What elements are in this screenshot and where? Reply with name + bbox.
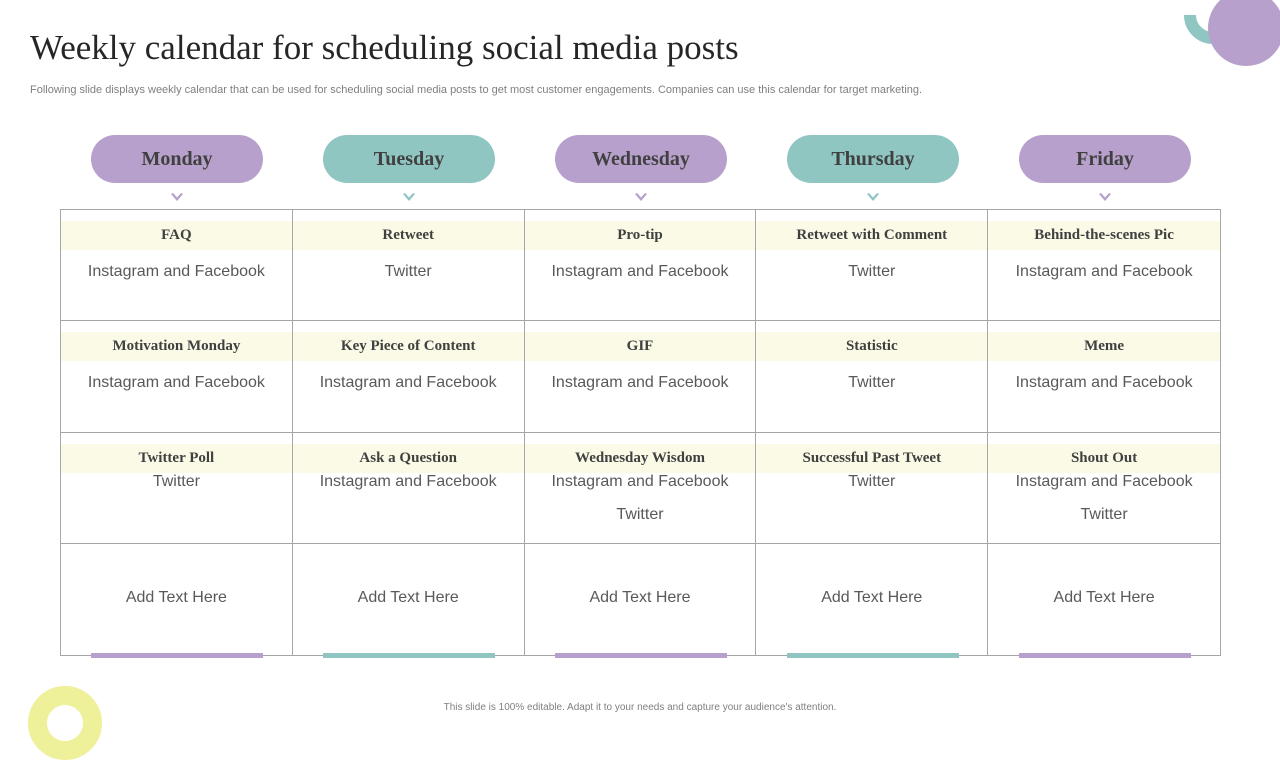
accent-bar xyxy=(787,653,959,658)
day-header-wednesday: Wednesday xyxy=(555,135,727,183)
platform-text: Instagram and Facebook xyxy=(551,374,729,392)
calendar-cell xyxy=(61,544,293,655)
calendar-cell xyxy=(988,544,1220,655)
calendar-cell xyxy=(61,433,293,544)
placeholder-text[interactable]: Add Text Here xyxy=(125,588,227,606)
post-type-label: Wednesday Wisdom xyxy=(525,444,756,473)
platform-text: Instagram and Facebook xyxy=(551,472,729,490)
calendar-cell xyxy=(988,433,1220,544)
page-title: Weekly calendar for scheduling social media posts xyxy=(30,28,739,67)
decorative-purple-circle xyxy=(1208,0,1280,66)
post-type-label: Pro-tip xyxy=(525,221,756,250)
page-subtitle: Following slide displays weekly calendar that can be used for scheduling social media posts to get most customer engagements. Companies can use this calendar for target marketing. xyxy=(30,84,923,96)
platform-text: Twitter xyxy=(152,472,200,490)
post-type-label: Twitter Poll xyxy=(61,444,292,473)
platform-text: Instagram and Facebook xyxy=(319,374,497,392)
accent-bar xyxy=(1019,653,1191,658)
post-type-label: Successful Past Tweet xyxy=(756,444,987,473)
calendar-cell xyxy=(293,544,525,655)
platform-text: Instagram and Facebook xyxy=(1015,374,1193,392)
decorative-yellow-ring xyxy=(28,686,102,760)
platform-text: Twitter xyxy=(384,263,432,280)
post-type-label: Statistic xyxy=(756,332,987,361)
calendar-cell xyxy=(61,321,293,432)
platform-text: Instagram and Facebook xyxy=(319,472,497,490)
day-header-monday: Monday xyxy=(91,135,263,183)
post-type-label: Behind-the-scenes Pic xyxy=(988,221,1220,250)
calendar-cell xyxy=(525,321,757,432)
calendar-cell xyxy=(525,433,757,544)
footer-note: This slide is 100% editable. Adapt it to your needs and capture your audience's attention. xyxy=(443,702,837,713)
calendar-cell xyxy=(293,433,525,544)
platform-text: Twitter xyxy=(1080,505,1128,523)
calendar-cell xyxy=(988,210,1220,321)
post-type-label: FAQ xyxy=(61,221,292,250)
post-type-label: Retweet xyxy=(293,221,524,250)
accent-bar xyxy=(91,653,263,658)
calendar-cell xyxy=(756,544,988,655)
platform-text: Instagram and Facebook xyxy=(1015,472,1193,490)
calendar-cell xyxy=(525,210,757,321)
platform-text: Twitter xyxy=(848,263,896,280)
calendar-grid xyxy=(60,209,1221,656)
post-type-label: Retweet with Comment xyxy=(756,221,987,250)
calendar-cell xyxy=(988,321,1220,432)
calendar-cell xyxy=(61,210,293,321)
post-type-label: Shout Out xyxy=(988,444,1220,473)
platform-text: Twitter xyxy=(848,374,896,392)
post-type-label: Meme xyxy=(988,332,1220,361)
calendar-cell xyxy=(293,210,525,321)
post-type-label: GIF xyxy=(525,332,756,361)
platform-text: Instagram and Facebook xyxy=(1015,263,1193,280)
accent-bar xyxy=(555,653,727,658)
platform-text: Instagram and Facebook xyxy=(551,263,729,280)
day-header-friday: Friday xyxy=(1019,135,1191,183)
day-header-thursday: Thursday xyxy=(787,135,959,183)
post-type-label: Key Piece of Content xyxy=(293,332,524,361)
chevron-down-icon xyxy=(170,192,184,204)
post-type-label: Motivation Monday xyxy=(61,332,292,361)
placeholder-text[interactable]: Add Text Here xyxy=(357,588,459,606)
calendar-cell xyxy=(756,433,988,544)
calendar-cell xyxy=(756,210,988,321)
calendar-cell xyxy=(756,321,988,432)
platform-text: Twitter xyxy=(848,472,896,490)
accent-bar xyxy=(323,653,495,658)
calendar-cell xyxy=(525,544,757,655)
platform-text: Instagram and Facebook xyxy=(87,374,265,392)
placeholder-text[interactable]: Add Text Here xyxy=(589,588,691,606)
chevron-down-icon xyxy=(402,192,416,204)
placeholder-text[interactable]: Add Text Here xyxy=(821,588,923,606)
chevron-down-icon xyxy=(866,192,880,204)
platform-text: Instagram and Facebook xyxy=(87,263,265,280)
chevron-down-icon xyxy=(634,192,648,204)
chevron-down-icon xyxy=(1098,192,1112,204)
day-header-tuesday: Tuesday xyxy=(323,135,495,183)
placeholder-text[interactable]: Add Text Here xyxy=(1053,588,1155,606)
post-type-label: Ask a Question xyxy=(293,444,524,473)
calendar-cell xyxy=(293,321,525,432)
platform-text: Twitter xyxy=(616,505,664,523)
